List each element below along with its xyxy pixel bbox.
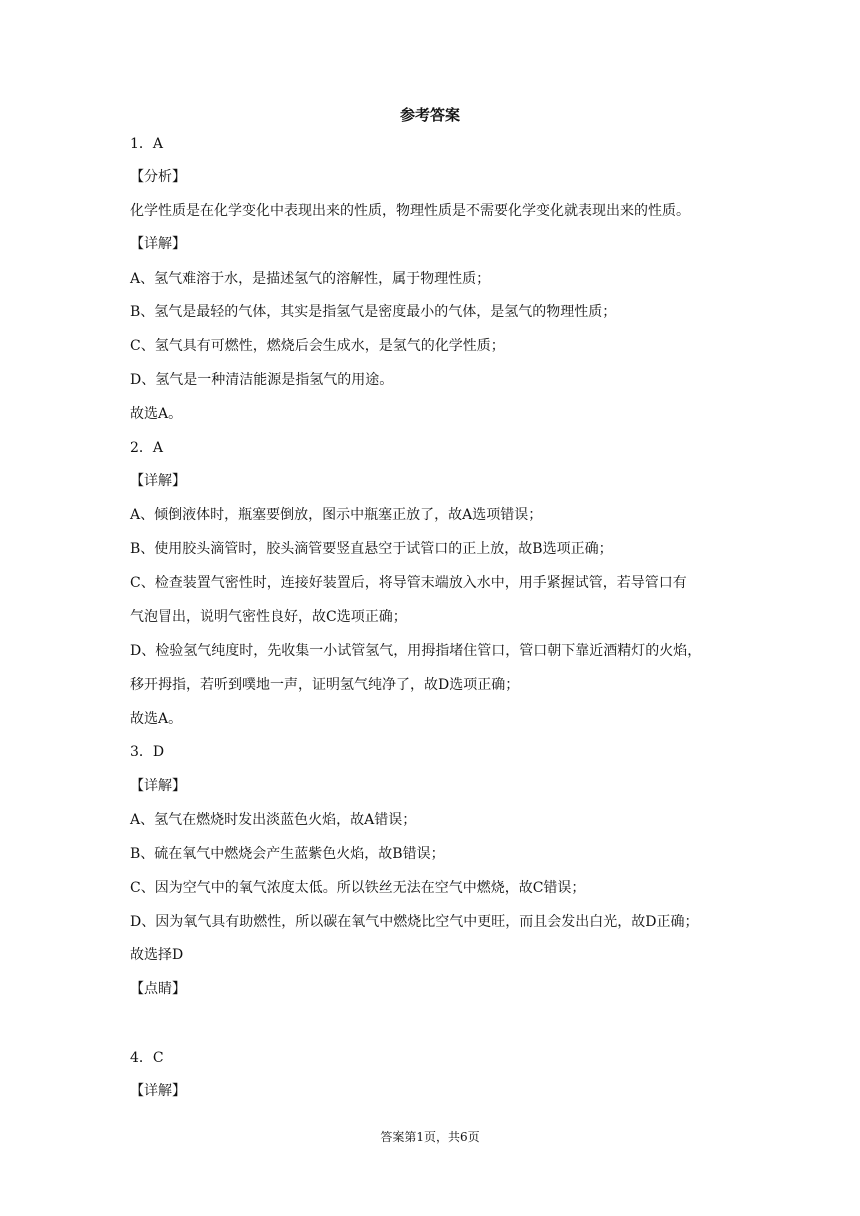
q1-analysis-text: 化学性质是在化学变化中表现出来的性质，物理性质是不需要化学变化就表现出来的性质。	[130, 203, 690, 219]
q2-option-d: D、检验氢气纯度时，先收集一小试管氢气，用拇指堵住管口，管口朝下靠近酒精灯的火焰，	[130, 643, 702, 659]
q1-option-d: D、氢气是一种清洁能源是指氢气的用途。	[130, 372, 394, 388]
page-title: 参考答案	[399, 106, 460, 124]
q3-comment-heading: 【点睛】	[130, 981, 186, 997]
q4-detail-heading: 【详解】	[130, 1083, 186, 1099]
q2-option-c-cont: 气泡冒出，说明气密性良好，故C选项正确；	[130, 609, 407, 625]
q3-option-b: B、硫在氧气中燃烧会产生蓝紫色火焰，故B错误；	[130, 846, 445, 862]
q1-detail-heading: 【详解】	[130, 236, 186, 252]
q1-option-b: B、氢气是最轻的气体，其实是指氢气是密度最小的气体，是氢气的物理性质；	[130, 304, 617, 320]
q2-option-c: C、检查装置气密性时，连接好装置后，将导管末端放入水中，用手紧握试管，若导管口有	[130, 575, 687, 591]
q3-detail-heading: 【详解】	[130, 778, 186, 794]
q3-option-d: D、因为氧气具有助燃性，所以碳在氧气中燃烧比空气中更旺，而且会发出白光，故D正确；	[130, 914, 699, 930]
q2-option-d-cont: 移开拇指，若听到噗地一声，证明氢气纯净了，故D选项正确；	[130, 677, 520, 693]
q2-number: 2．A	[130, 440, 164, 456]
page-footer: 答案第1页，共6页	[380, 1130, 480, 1144]
q3-option-a: A、氢气在燃烧时发出淡蓝色火焰，故A错误；	[130, 812, 417, 828]
q1-option-a: A、氢气难溶于水，是描述氢气的溶解性，属于物理性质；	[130, 271, 491, 287]
q2-option-b: B、使用胶头滴管时，胶头滴管要竖直悬空于试管口的正上放，故B选项正确；	[130, 541, 613, 557]
q1-option-c: C、氢气具有可燃性，燃烧后会生成水，是氢气的化学性质；	[130, 338, 505, 354]
q3-number: 3．D	[130, 744, 165, 760]
q2-detail-heading: 【详解】	[130, 473, 186, 489]
q3-option-c: C、因为空气中的氧气浓度太低。所以铁丝无法在空气中燃烧，故C错误；	[130, 880, 586, 896]
q1-analysis-heading: 【分析】	[130, 169, 186, 185]
q3-conclusion: 故选择D	[130, 947, 184, 963]
q2-option-a: A、倾倒液体时，瓶塞要倒放，图示中瓶塞正放了，故A选项错误；	[130, 507, 543, 523]
q1-number: 1．A	[130, 136, 164, 152]
q4-number: 4．C	[130, 1050, 164, 1066]
q2-conclusion: 故选A。	[130, 711, 183, 727]
q1-conclusion: 故选A。	[130, 406, 183, 422]
